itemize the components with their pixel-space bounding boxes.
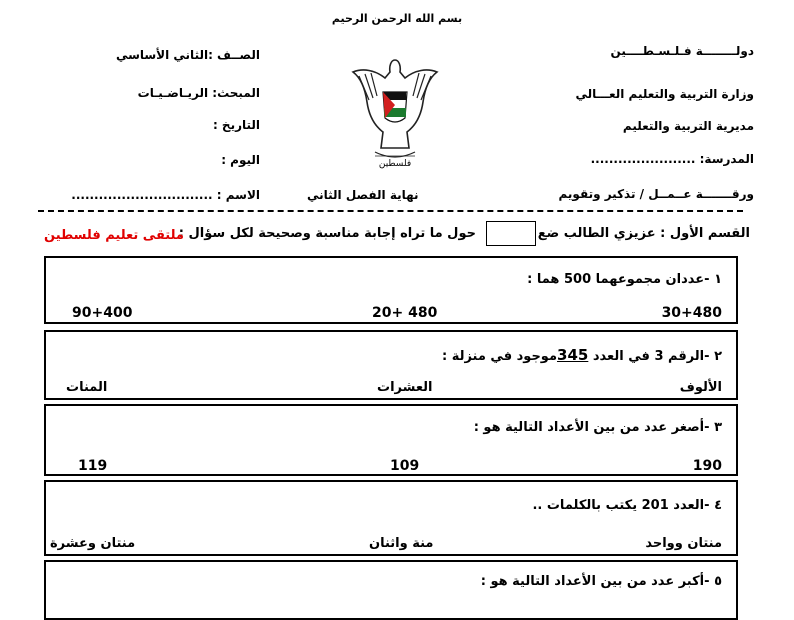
option-c[interactable]: 90+400 — [72, 305, 133, 321]
question-text: ٤ -العدد 201 يكتب بالكلمات .. — [532, 498, 722, 513]
option-b[interactable]: منة واثنان — [369, 536, 434, 551]
option-b[interactable]: 109 — [390, 458, 420, 474]
name-field: الاسم : ............................... — [71, 188, 260, 202]
question-text: ٣ -أصغر عدد من بين الأعداد التالية هو : — [473, 420, 722, 435]
option-a[interactable]: 190 — [692, 458, 722, 474]
term-label: نهاية الفصل الثاني — [307, 188, 419, 202]
question-text: ١ -عددان مجموعهما 500 هما : — [527, 272, 722, 287]
question-text — [442, 346, 722, 364]
school-field: المدرسة: ....................... — [590, 152, 754, 166]
eagle-emblem-icon — [345, 52, 445, 172]
answer-box — [486, 221, 536, 246]
site-name: ملتقى تعليم فلسطين — [44, 228, 184, 243]
header-separator — [38, 210, 743, 212]
basmala: بسم الله الرحمن الرحيم — [331, 12, 463, 25]
emblem-text: فلسطين — [378, 159, 412, 169]
day-field: اليوم : — [221, 153, 260, 167]
option-c[interactable]: 119 — [78, 458, 108, 474]
question-box-1 — [44, 256, 738, 324]
section-title: القسم الأول : عزيزي الطالب ضع — [537, 226, 750, 241]
option-a[interactable]: الألوف — [679, 380, 722, 395]
option-b[interactable]: العشرات — [377, 380, 433, 395]
question-text: ٥ -أكبر عدد من بين الأعداد التالية هو : — [480, 574, 722, 589]
subject-field: المبحث: الريـاضـيـات — [137, 86, 260, 100]
worksheet-type: ورقـــــــة عــمــل / تذكير وتقويم — [558, 187, 754, 201]
question-text-start: ٢ -الرقم 3 في العدد — [588, 349, 722, 364]
question-text-end: موجود في منزلة : — [441, 349, 558, 364]
date-field: التاريخ : — [212, 118, 260, 132]
option-c[interactable]: منتان وعشرة — [50, 536, 136, 551]
option-a[interactable]: 30+480 — [661, 305, 722, 321]
section-instruction: حول ما تراه إجابة مناسبة وصحيحة لكل سؤال : — [178, 226, 476, 241]
ministry-name: وزارة التربية والتعليم العـــالي — [575, 87, 754, 101]
question-number: 345 — [557, 346, 589, 364]
question-box-2 — [44, 330, 738, 400]
state-name: دولــــــــة فـلـسـطــــين — [610, 44, 754, 58]
grade-field: الصــف :الثاني الأساسي — [115, 48, 260, 62]
question-box-4 — [44, 480, 738, 556]
option-b[interactable]: 20+ 480 — [372, 305, 438, 321]
option-c[interactable]: المنات — [66, 380, 108, 395]
question-box-3 — [44, 404, 738, 476]
option-a[interactable]: منتان وواحد — [645, 536, 722, 551]
directorate-name: مديرية التربية والتعليم — [622, 119, 754, 133]
question-box-5 — [44, 560, 738, 620]
